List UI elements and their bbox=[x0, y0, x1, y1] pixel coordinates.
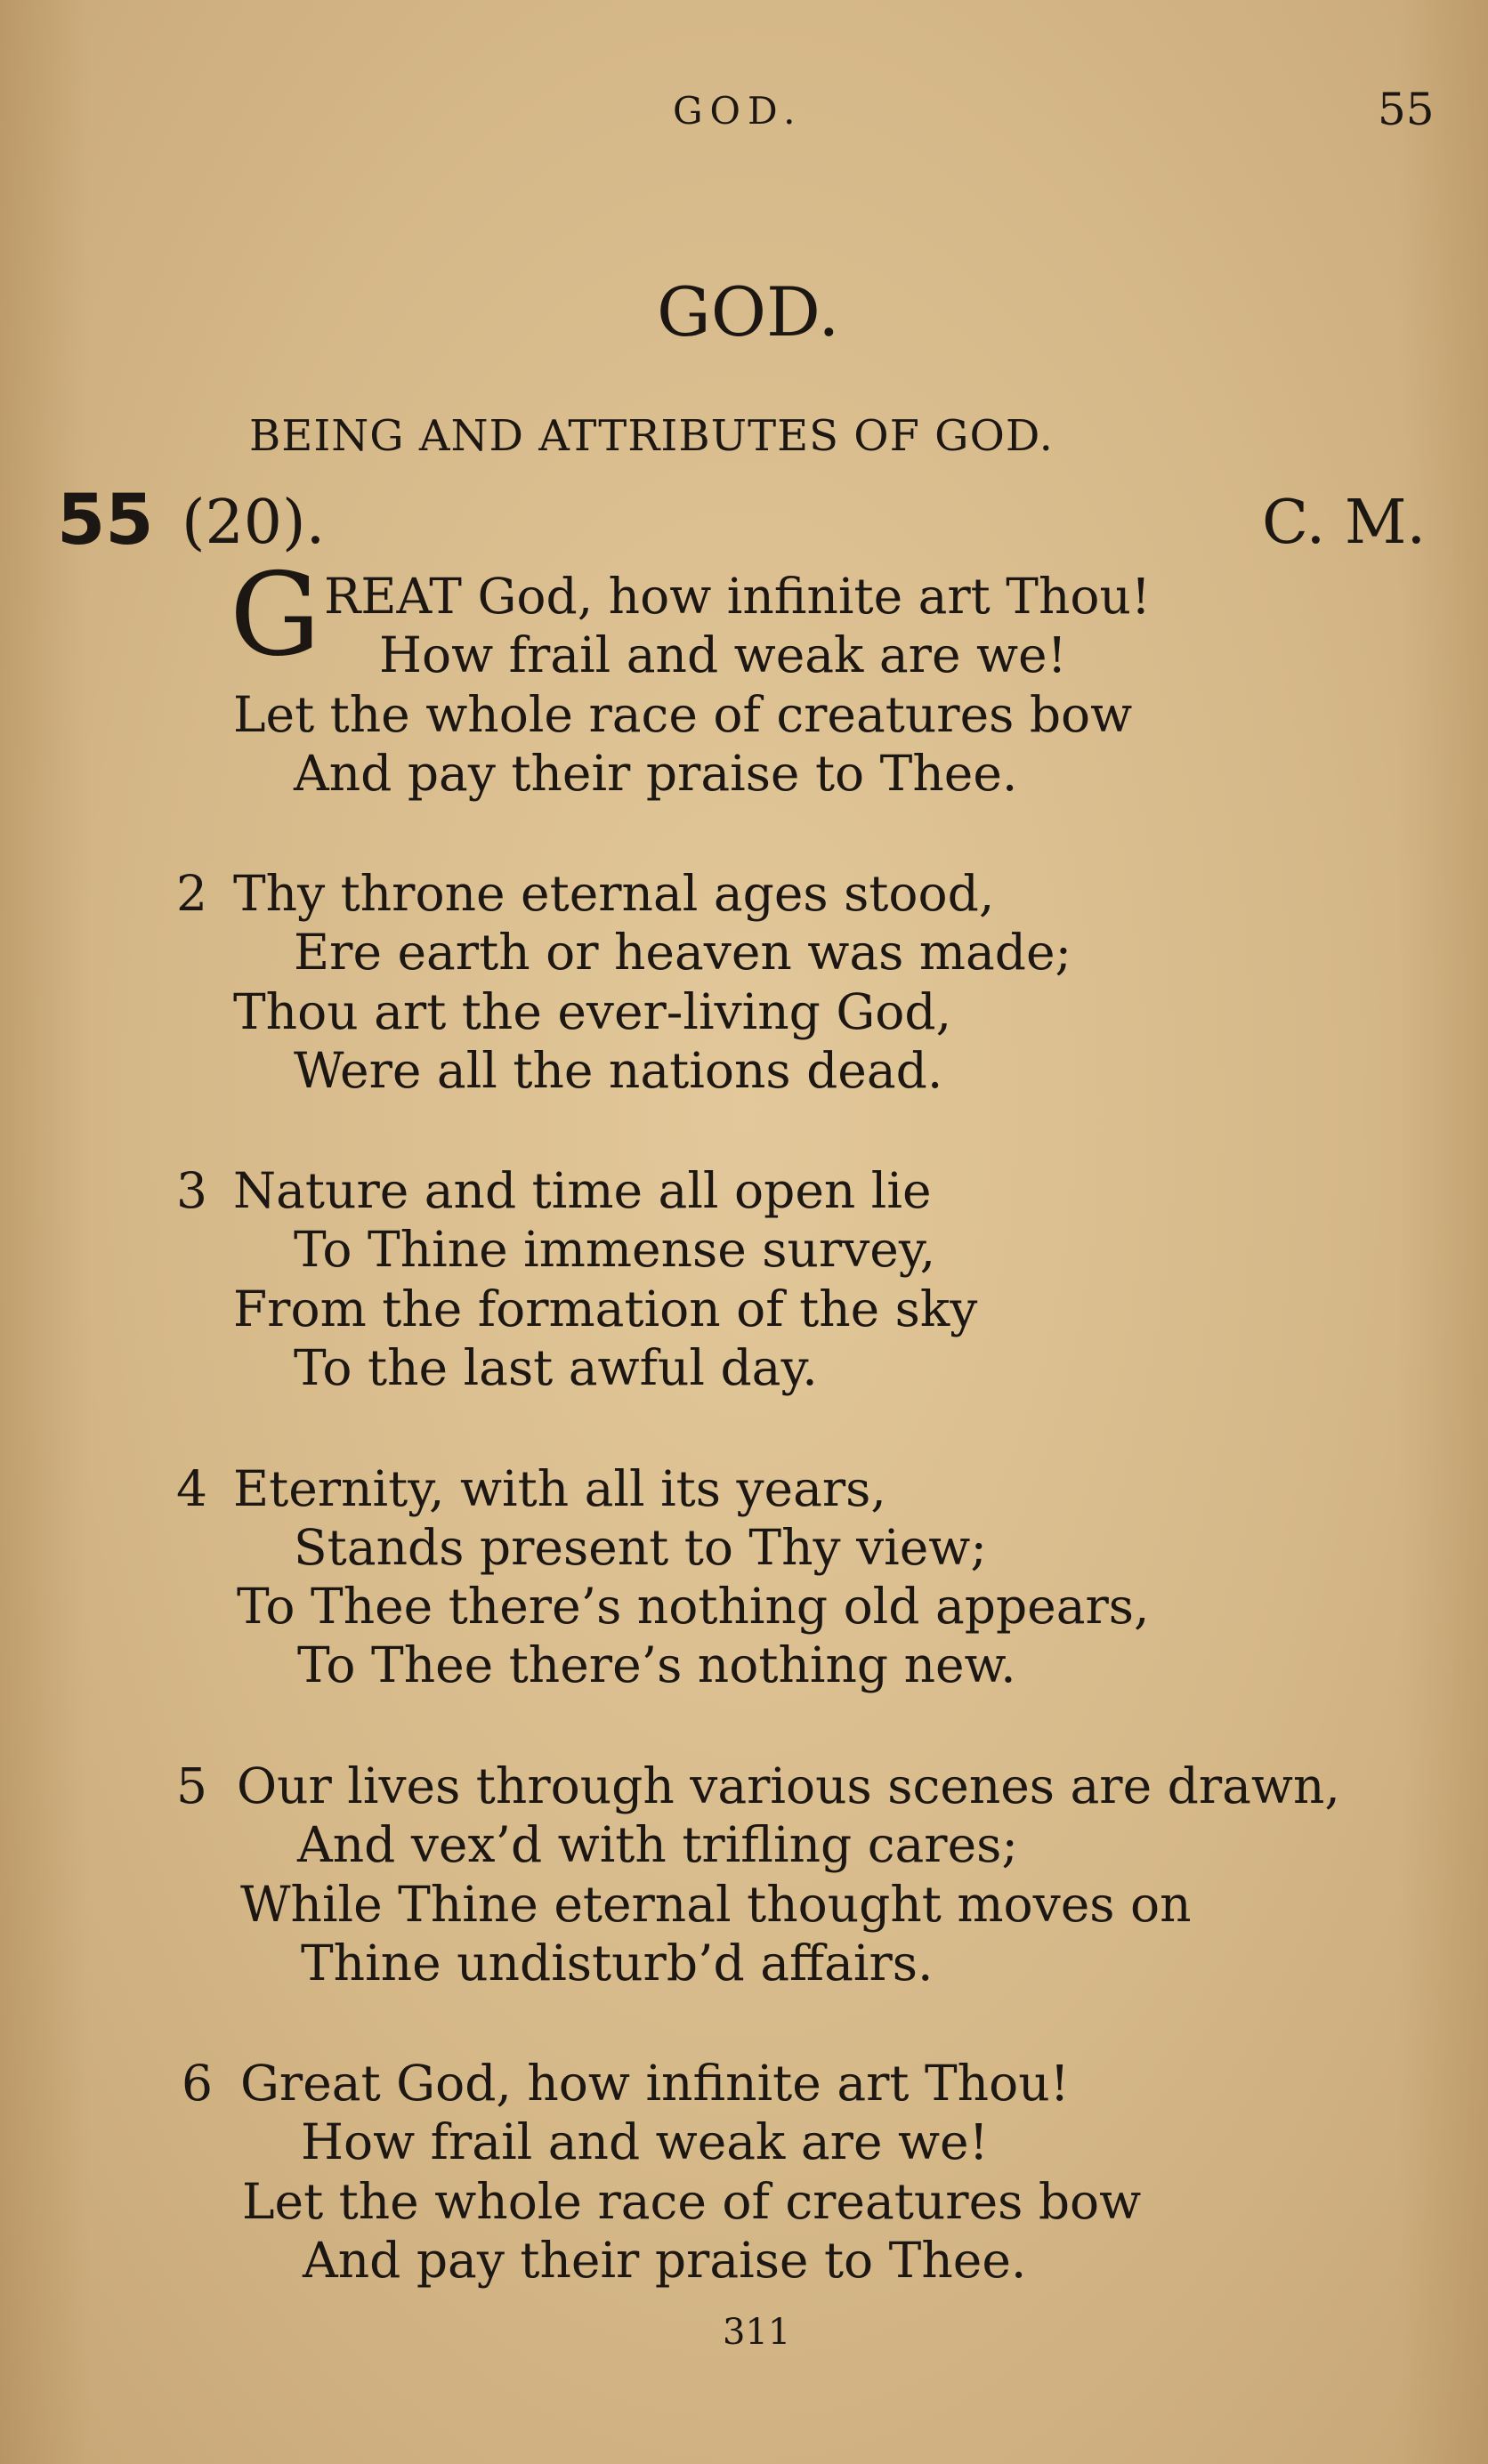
verse-line: And vex’d with trifling cares; bbox=[297, 1816, 1018, 1873]
verse-number: 5 bbox=[176, 1757, 207, 1814]
verse-line: To Thee there’s nothing new. bbox=[297, 1636, 1016, 1693]
verse-line: REAT God, how infinite art Thou! bbox=[324, 568, 1152, 625]
verse-line: To Thee there’s nothing old appears, bbox=[237, 1578, 1150, 1635]
verse-line: And pay their praise to Thee. bbox=[294, 745, 1018, 802]
hymn-alt-number: (20). bbox=[182, 488, 326, 558]
verse-line: Thine undisturb’d affairs. bbox=[301, 1935, 934, 1991]
verse-line: Great God, how infinite art Thou! bbox=[240, 2055, 1070, 2112]
verse-line: Eternity, with all its years, bbox=[233, 1460, 886, 1517]
drop-cap: G bbox=[230, 549, 321, 682]
section-subtitle: BEING AND ATTRIBUTES OF GOD. bbox=[249, 411, 1054, 461]
page-number: 55 bbox=[1378, 84, 1435, 135]
verse-line: Thy throne eternal ages stood, bbox=[233, 865, 995, 922]
verse-line: From the formation of the sky bbox=[233, 1280, 978, 1337]
verse-line: To the last awful day. bbox=[294, 1339, 818, 1396]
verse-line: Nature and time all open lie bbox=[233, 1162, 932, 1219]
verse-line: And pay their praise to Thee. bbox=[303, 2232, 1027, 2289]
verse-line: Let the whole race of creatures bow bbox=[233, 686, 1133, 743]
verse-number: 6 bbox=[182, 2055, 213, 2112]
verse-line: Let the whole race of creatures bow bbox=[242, 2173, 1142, 2230]
verse-line: How frail and weak are we! bbox=[379, 626, 1067, 683]
verse-line: While Thine eternal thought moves on bbox=[240, 1876, 1192, 1933]
running-head: GOD. bbox=[673, 89, 803, 133]
verse-number: 2 bbox=[176, 865, 207, 922]
printer-signature: 311 bbox=[723, 2312, 791, 2353]
section-title: GOD. bbox=[657, 272, 840, 351]
verse-line: Our lives through various scenes are drawn, bbox=[237, 1757, 1340, 1814]
verse-line: Ere earth or heaven was made; bbox=[294, 924, 1072, 981]
verse-number: 4 bbox=[176, 1460, 207, 1517]
verse-line: Stands present to Thy view; bbox=[294, 1519, 987, 1576]
verse-line: How frail and weak are we! bbox=[301, 2113, 989, 2170]
verse-line: To Thine immense survey, bbox=[294, 1221, 936, 1278]
verse-line: Were all the nations dead. bbox=[294, 1042, 943, 1099]
verse-number: 3 bbox=[176, 1162, 207, 1219]
hymn-meter: C. M. bbox=[1262, 488, 1427, 558]
hymn-number: 55 bbox=[57, 481, 154, 561]
verse-line: Thou art the ever-living God, bbox=[233, 983, 952, 1040]
